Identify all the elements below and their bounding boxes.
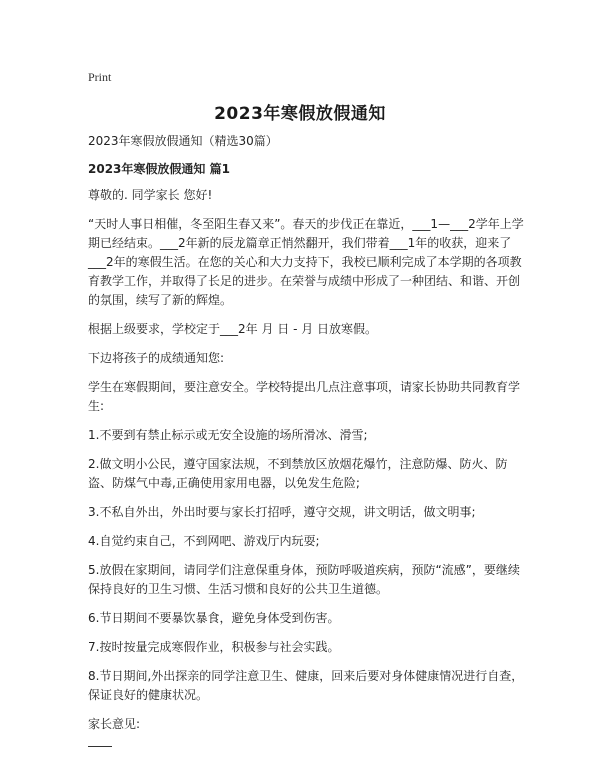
greeting: 尊敬的. 同学家长 您好! xyxy=(88,188,213,202)
signature-line xyxy=(88,746,112,747)
parent-opinion-label: 家长意见: xyxy=(88,717,141,731)
list-item: 1.不要到有禁止标示或无安全设施的场所滑冰、滑雪; xyxy=(88,428,368,442)
document-subtitle: 2023年寒假放假通知（精选30篇） xyxy=(88,134,278,148)
document-title: 2023年寒假放假通知 xyxy=(214,104,386,124)
schedule-paragraph: 根据上级要求，学校定于___2年 月 日 - 月 日放寒假。 xyxy=(88,322,378,336)
print-label: Print xyxy=(88,70,112,84)
list-item: 5.放假在家期间，请同学们注意保重身体，预防呼吸道疾病，预防“流感”，要继续保持良好的卫生习惯、生活习惯和良好的公共卫生道德。 xyxy=(88,563,520,596)
list-item: 6.节日期间不要暴饮暴食，避免身体受到伤害。 xyxy=(88,611,340,625)
list-item: 4.自觉约束自己，不到网吧、游戏厅内玩耍; xyxy=(88,534,320,548)
notify-paragraph: 下边将孩子的成绩通知您: xyxy=(88,351,225,365)
list-item: 3.不私自外出，外出时要与家长打招呼，遵守交规，讲文明话，做文明事; xyxy=(88,505,476,519)
intro-paragraph: “天时人事日相催，冬至阳生春又来”。春天的步伐正在靠近，___1—___2学年上学期已经结束。___2年新的辰龙篇章正悄然翻开，我们带着___1年的收获，迎来了___2年的寒假生活。在您的关心和大力支持下，我校已顺利完成了本学期的各项教育教学工作，并取得了长足的进步。在荣誉与成绩中形成了一种团结、和谐、开创的氛围，续写了新的辉煌。 xyxy=(88,217,524,307)
safety-intro-paragraph: 学生在寒假期间，要注意安全。学校特提出几点注意事项，请家长协助共同教育学生: xyxy=(88,380,521,413)
list-item: 7.按时按量完成寒假作业，积极参与社会实践。 xyxy=(88,640,340,654)
document-body xyxy=(88,132,525,747)
list-item: 8.节日期间,外出探亲的同学注意卫生、健康，回来后要对身体健康情况进行自查，保证良好的健康状况。 xyxy=(88,669,524,702)
list-item: 2.做文明小公民，遵守国家法规，不到禁放区放烟花爆竹，注意防爆、防火、防盗、防煤气中毒,正确使用家用电器，以免发生危险; xyxy=(88,457,508,490)
section-heading: 2023年寒假放假通知 篇1 xyxy=(88,162,230,176)
